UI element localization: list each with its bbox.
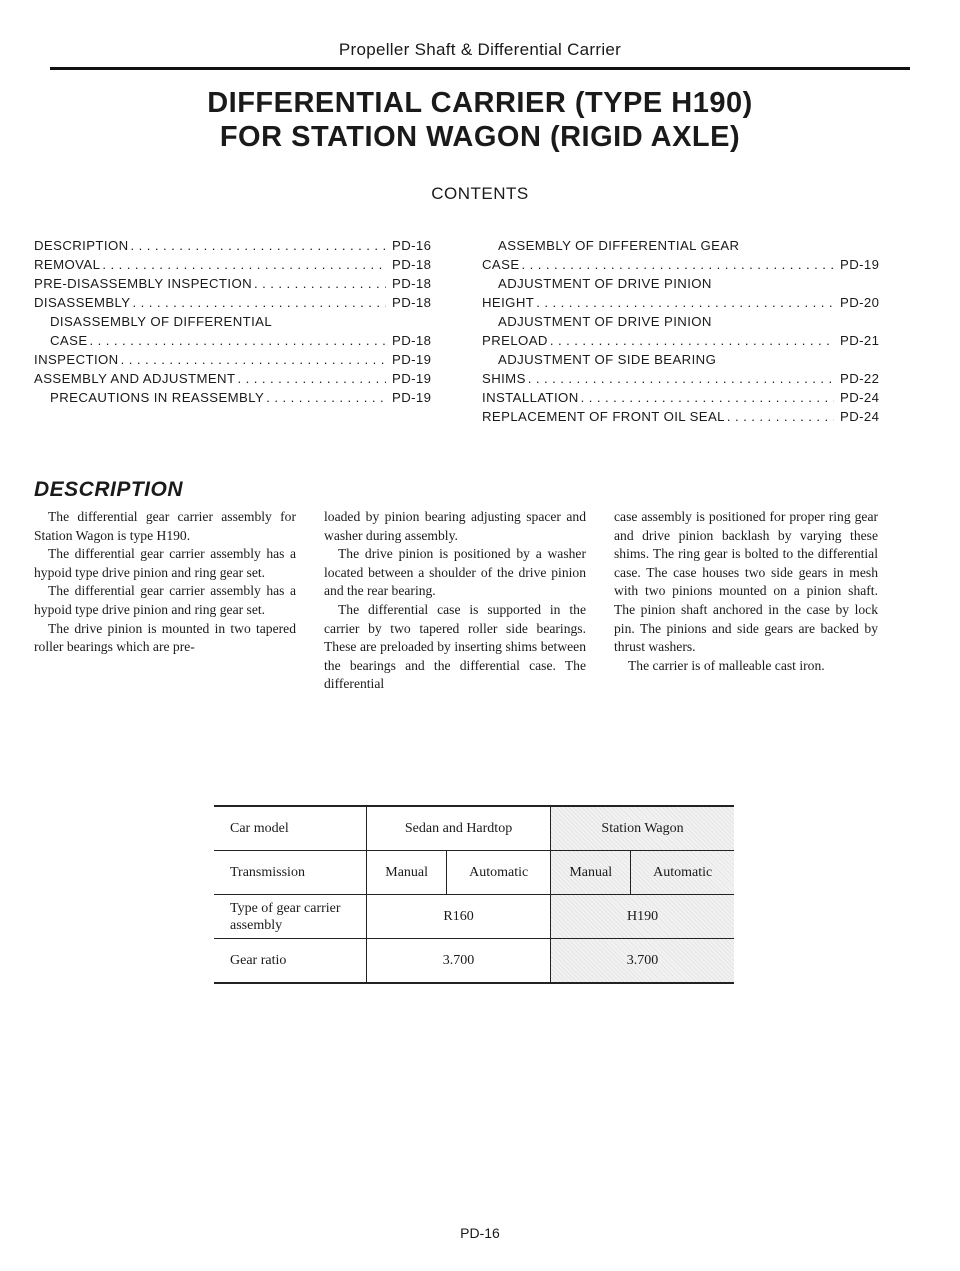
toc-label: ADJUSTMENT OF DRIVE PINION <box>498 314 712 329</box>
toc-page: PD-16 <box>392 238 432 253</box>
toc-page: PD-20 <box>840 295 880 310</box>
toc-entry[interactable] <box>34 369 430 388</box>
table-row <box>214 939 734 984</box>
toc-page: PD-19 <box>840 257 880 272</box>
toc-leader <box>254 274 386 293</box>
toc-label: CASE <box>482 257 520 272</box>
table-row <box>214 851 734 895</box>
description-column-2 <box>324 508 586 694</box>
toc-page: PD-22 <box>840 371 880 386</box>
toc-label: PRE-DISASSEMBLY INSPECTION <box>34 276 253 291</box>
toc-label: REMOVAL <box>34 257 101 272</box>
toc-entry[interactable] <box>34 236 430 255</box>
toc-label: ASSEMBLY AND ADJUSTMENT <box>34 371 236 386</box>
table-cell: Automatic <box>447 851 551 895</box>
toc-label: ADJUSTMENT OF SIDE BEARING <box>498 352 717 367</box>
toc-leader <box>237 369 386 388</box>
toc-page: PD-19 <box>392 390 432 405</box>
toc-label: INSPECTION <box>34 352 119 367</box>
spec-table <box>214 805 734 985</box>
toc-label: DISASSEMBLY OF DIFFERENTIAL <box>50 314 273 329</box>
paragraph: The carrier is of malleable cast iron. <box>628 657 825 673</box>
toc-label: HEIGHT <box>482 295 535 310</box>
toc-entry[interactable] <box>34 274 430 293</box>
toc-leader <box>727 407 834 426</box>
toc-leader <box>528 369 834 388</box>
row-header: Gear ratio <box>214 939 367 984</box>
paragraph: The drive pinion is positioned by a washer located between a shoulder of the drive pinion and the rear bearing. <box>324 546 586 599</box>
toc-leader <box>536 293 834 312</box>
toc-label: INSTALLATION <box>482 390 579 405</box>
paragraph: The drive pinion is mounted in two tapered roller bearings which are pre- <box>34 620 296 655</box>
toc-page: PD-24 <box>840 409 880 424</box>
toc-page: PD-19 <box>392 352 432 367</box>
toc-page: PD-19 <box>392 371 432 386</box>
paragraph: The differential case is supported in the carrier by two tapered roller side bearings. These are preloaded by inserting shims between the bearings and the differential case. The differential <box>324 601 586 692</box>
toc-label: REPLACEMENT OF FRONT OIL SEAL <box>482 409 725 424</box>
paragraph: case assembly is positioned for proper ring gear and drive pinion backlash by varying these shims. The ring gear is bolted to the differential case. The case houses two side gears in mesh with two pinions mounted on a pinion shaft. The pinion shaft anchored in the case by lock pin. The pinions and side gears are backed by thrust washers. <box>614 509 878 655</box>
toc-entry[interactable] <box>482 331 878 350</box>
toc-label: SHIMS <box>482 371 526 386</box>
title-line-1: DIFFERENTIAL CARRIER (TYPE H190) <box>207 87 753 119</box>
toc-entry[interactable] <box>34 255 430 274</box>
toc-entry[interactable] <box>482 388 878 407</box>
toc-page: PD-18 <box>392 295 432 310</box>
toc-leader <box>550 331 834 350</box>
description-column-1 <box>34 508 296 657</box>
toc-entry[interactable] <box>34 388 430 407</box>
toc-right-column <box>482 236 878 426</box>
toc-label: ASSEMBLY OF DIFFERENTIAL GEAR <box>498 238 740 253</box>
toc-label: ADJUSTMENT OF DRIVE PINION <box>498 276 712 291</box>
toc-leader <box>133 293 387 312</box>
toc-leader <box>102 255 386 274</box>
table-cell: R160 <box>367 895 551 939</box>
table-cell: Manual <box>551 851 631 895</box>
document-title <box>0 86 960 154</box>
toc-left-column <box>34 236 430 407</box>
table-row <box>214 806 734 851</box>
running-header: Propeller Shaft & Differential Carrier <box>338 40 622 59</box>
table-cell: H190 <box>551 895 734 939</box>
toc-label: DISASSEMBLY <box>34 295 131 310</box>
row-header: Transmission <box>214 851 367 895</box>
table-cell: 3.700 <box>551 939 734 984</box>
table-row <box>214 895 734 939</box>
toc-leader <box>581 388 834 407</box>
table-cell: Station Wagon <box>551 806 734 851</box>
table-cell: Automatic <box>631 851 734 895</box>
toc-page: PD-18 <box>392 333 432 348</box>
row-header: Type of gear carrier assembly <box>214 895 367 939</box>
toc-page: PD-24 <box>840 390 880 405</box>
paragraph: loaded by pinion bearing adjusting spacer and washer during assembly. <box>324 509 586 543</box>
toc-leader <box>121 350 386 369</box>
toc-label: PRECAUTIONS IN REASSEMBLY <box>50 390 265 405</box>
paragraph: The differential gear carrier assembly has a hypoid type drive pinion and ring gear set. <box>34 583 296 617</box>
toc-entry[interactable] <box>34 293 430 312</box>
description-heading: DESCRIPTION <box>34 478 184 501</box>
toc-entry[interactable] <box>34 331 430 350</box>
toc-entry[interactable] <box>482 293 878 312</box>
paragraph: The differential gear carrier assembly for Station Wagon is type H190. <box>34 509 296 543</box>
row-header: Car model <box>214 806 367 851</box>
paragraph: The differential gear carrier assembly has a hypoid type drive pinion and ring gear set. <box>34 546 296 580</box>
toc-leader <box>266 388 386 407</box>
table-cell: 3.700 <box>367 939 551 984</box>
header-rule <box>50 67 910 70</box>
page-number: PD-16 <box>460 1225 500 1241</box>
description-column-3 <box>614 508 878 675</box>
toc-page: PD-21 <box>840 333 880 348</box>
table-cell: Manual <box>367 851 447 895</box>
toc-label: CASE <box>50 333 88 348</box>
toc-entry[interactable] <box>482 369 878 388</box>
toc-entry[interactable] <box>482 255 878 274</box>
toc-page: PD-18 <box>392 257 432 272</box>
toc-page: PD-18 <box>392 276 432 291</box>
toc-label: DESCRIPTION <box>34 238 129 253</box>
table-cell: Sedan and Hardtop <box>367 806 551 851</box>
toc-label: PRELOAD <box>482 333 548 348</box>
toc-leader <box>90 331 386 350</box>
toc-entry[interactable] <box>34 350 430 369</box>
contents-heading: CONTENTS <box>431 184 529 203</box>
toc-leader <box>522 255 834 274</box>
toc-leader <box>131 236 386 255</box>
toc-entry[interactable] <box>482 407 878 426</box>
title-line-2: FOR STATION WAGON (RIGID AXLE) <box>219 121 741 153</box>
